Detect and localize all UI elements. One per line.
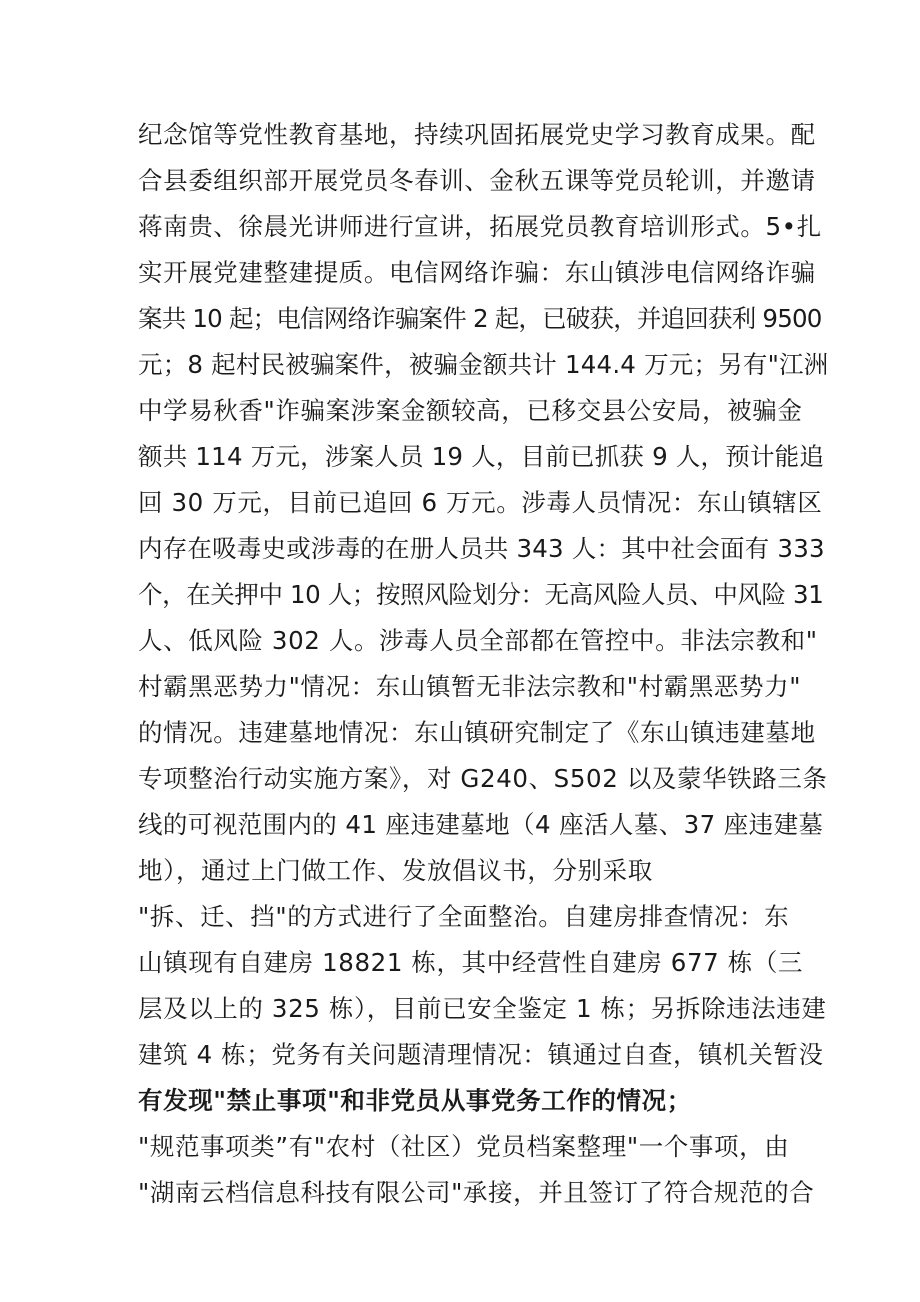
text-line: 山镇现有自建房 18821 栋，其中经营性自建房 677 栋（三: [138, 948, 804, 977]
text-line: 纪念馆等党性教育基地，持续巩固拓展党史学习教育成果。配: [138, 120, 816, 149]
text-line: 实开展党建整建提质。电信网络诈骗：东山镇涉电信网络诈骗: [138, 258, 816, 287]
text-line: 合县委组织部开展党员冬春训、金秋五课等党员轮训，并邀请: [138, 166, 816, 195]
body-text: [138, 112, 829, 1216]
text-line: 人、低风险 302 人。涉毒人员全部都在管控中。非法宗教和": [138, 626, 818, 655]
text-line: 蒋南贵、徐晨光讲师进行宣讲，拓展党员教育培训形式。5•扎: [138, 212, 822, 241]
text-line: 有发现"禁止事项"和非党员从事党务工作的情况；: [138, 1086, 692, 1115]
text-line: 回 30 万元，目前已追回 6 万元。涉毒人员情况：东山镇辖区: [138, 488, 823, 517]
text-line: 建筑 4 栋；党务有关问题清理情况：镇通过自查，镇机关暂没: [138, 1040, 824, 1069]
text-line: 村霸黑恶势力"情况：东山镇暂无非法宗教和"村霸黑恶势力": [138, 672, 802, 701]
text-line: 案共 10 起；电信网络诈骗案件 2 起，已破获，并追回获利 9500: [138, 304, 822, 333]
text-line: 专项整治行动实施方案》，对 G240、S502 以及蒙华铁路三条: [138, 764, 828, 793]
text-line: 的情况。违建墓地情况：东山镇研究制定了《东山镇违建墓地: [138, 718, 816, 747]
text-line: 额共 114 万元，涉案人员 19 人，目前已抓获 9 人，预计能追: [138, 442, 825, 471]
text-line: 线的可视范围内的 41 座违建墓地（4 座活人墓、37 座违建墓: [138, 810, 824, 839]
text-line: 中学易秋香"诈骗案涉案金额较高，已移交县公安局，被骗金: [138, 396, 803, 425]
text-line: "拆、迁、挡"的方式进行了全面整治。自建房排查情况：东: [138, 902, 790, 931]
text-line: "湖南云档信息科技有限公司"承接，并且签订了符合规范的合: [138, 1178, 815, 1207]
text-line: 个，在关押中 10 人；按照风险划分：无高风险人员、中风险 31: [138, 580, 824, 609]
text-line: "规范事项类”有"农村（社区）党员档案整理"一个事项，由: [138, 1132, 790, 1161]
text-line: 地），通过上门做工作、发放倡议书，分别采取: [138, 856, 653, 885]
text-line: 元；8 起村民被骗案件，被骗金额共计 144.4 万元；另有"江洲: [138, 350, 829, 379]
text-line: 内存在吸毒史或涉毒的在册人员共 343 人：其中社会面有 333: [138, 534, 825, 563]
text-line: 层及以上的 325 栋），目前已安全鉴定 1 栋；另拆除违法违建: [138, 994, 827, 1023]
